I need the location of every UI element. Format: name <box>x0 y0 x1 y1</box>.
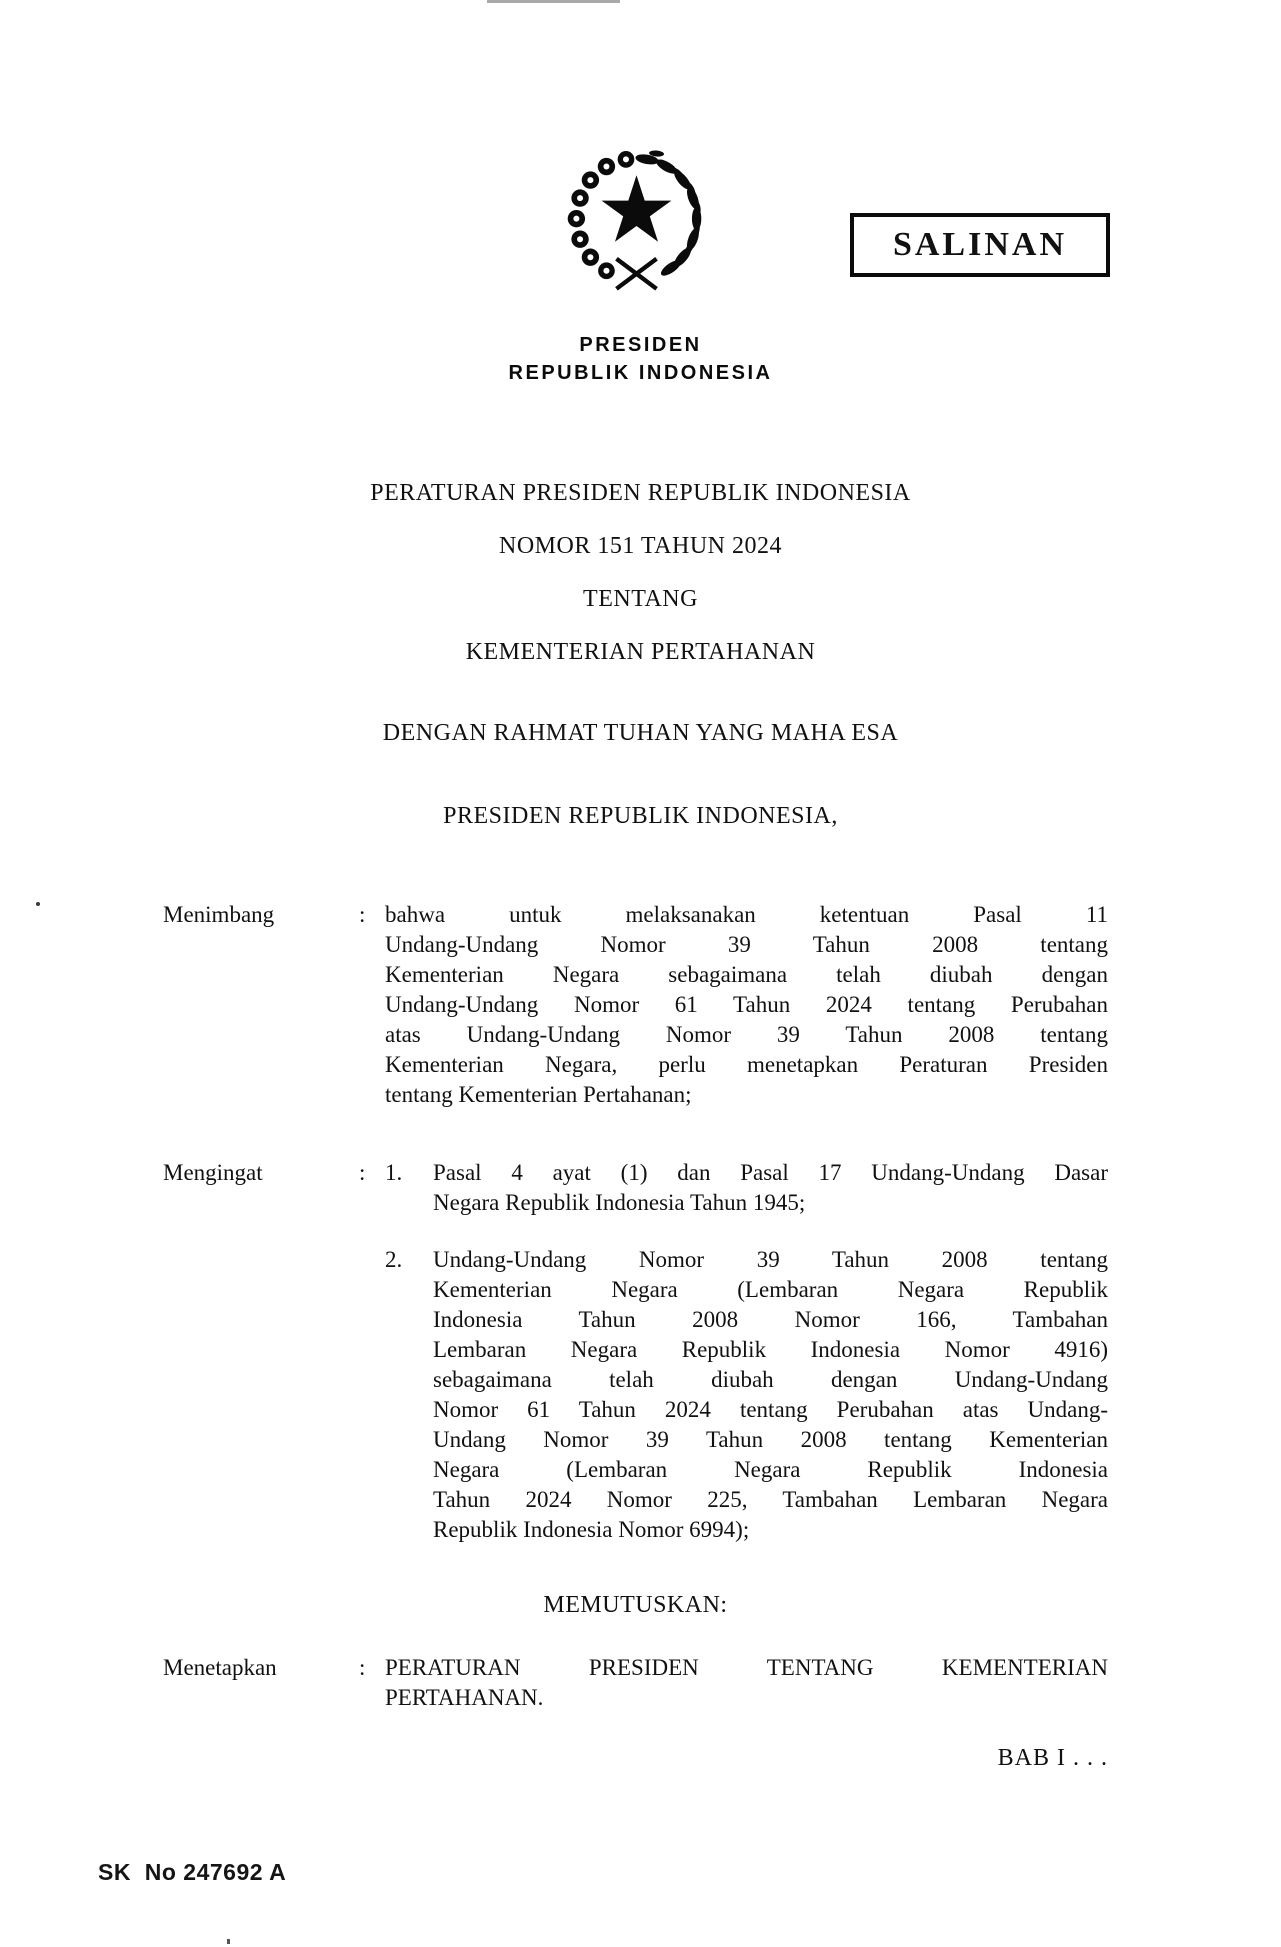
title-line-3: TENTANG <box>583 586 698 612</box>
mengingat-label: Mengingat <box>163 1160 263 1185</box>
list-item-number: 2. <box>385 1247 403 1272</box>
invocation-line: DENGAN RAHMAT TUHAN YANG MAHA ESA <box>382 720 899 746</box>
title-line-1: PERATURAN PRESIDEN REPUBLIK INDONESIA <box>370 480 911 506</box>
paragraph-line: Undang-Undang Nomor 61 Tahun 2024 tentang Perubahan <box>385 992 1108 1017</box>
sk-number: SK No 247692 A <box>98 1859 287 1885</box>
list-item-text <box>433 1158 1108 1218</box>
list-item <box>385 1158 1108 1218</box>
paragraph-line: Kementerian Negara (Lembaran Negara Republik <box>433 1277 1108 1302</box>
paragraph-line: Tahun 2024 Nomor 225, Tambahan Lembaran Negara <box>433 1487 1108 1512</box>
paragraph-line: Indonesia Tahun 2008 Nomor 166, Tambahan <box>433 1307 1108 1332</box>
paragraph-line: Undang-Undang Nomor 39 Tahun 2008 tentang <box>385 932 1108 957</box>
paragraph-line: Kementerian Negara, perlu menetapkan Peraturan Presiden <box>385 1052 1108 1077</box>
menetapkan-paragraph <box>385 1653 1108 1713</box>
paragraph-line: Undang Nomor 39 Tahun 2008 tentang Kementerian <box>433 1427 1108 1452</box>
title-line-4: KEMENTERIAN PERTAHANAN <box>465 639 816 665</box>
list-item <box>385 1245 1108 1545</box>
paragraph-line: PERATURAN PRESIDEN TENTANG KEMENTERIAN <box>385 1655 1108 1680</box>
paragraph-line: Negara (Lembaran Negara Republik Indonesia <box>433 1457 1108 1482</box>
paragraph-line: Nomor 61 Tahun 2024 tentang Perubahan atas Undang- <box>433 1397 1108 1422</box>
paragraph-line: atas Undang-Undang Nomor 39 Tahun 2008 tentang <box>385 1022 1108 1047</box>
authority-line: PRESIDEN REPUBLIK INDONESIA, <box>443 803 838 829</box>
menimbang-paragraph <box>385 900 1108 1110</box>
paragraph-line: bahwa untuk melaksanakan ketentuan Pasal 11 <box>385 902 1108 927</box>
paragraph-line: sebagaimana telah diubah dengan Undang-Undang <box>433 1367 1108 1392</box>
mengingat-colon: : <box>359 1160 366 1185</box>
letterhead <box>0 331 1281 387</box>
scan-artifact-top <box>487 0 620 3</box>
continuation-marker: BAB I . . . <box>997 1745 1108 1771</box>
paragraph-line: Kementerian Negara sebagaimana telah diubah dengan <box>385 962 1108 987</box>
salinan-stamp <box>850 213 1110 277</box>
paragraph-line: tentang Kementerian Pertahanan; <box>385 1082 692 1107</box>
paragraph-line: Undang-Undang Nomor 39 Tahun 2008 tentang <box>433 1247 1108 1272</box>
paragraph-line: Republik Indonesia Nomor 6994); <box>433 1517 750 1542</box>
menetapkan-colon: : <box>359 1655 366 1680</box>
menetapkan-label: Menetapkan <box>163 1655 277 1680</box>
menimbang-label: Menimbang <box>163 902 275 927</box>
letterhead-line1: PRESIDEN <box>579 334 702 356</box>
menetapkan-section <box>163 1653 1108 1713</box>
salinan-label: SALINAN <box>892 226 1068 263</box>
paragraph-line: Lembaran Negara Republik Indonesia Nomor 4916) <box>433 1337 1108 1362</box>
memutuskan-heading: MEMUTUSKAN: <box>543 1592 728 1618</box>
list-item-text <box>433 1245 1108 1545</box>
title-line-2: NOMOR 151 TAHUN 2024 <box>499 533 782 559</box>
paragraph-line: PERTAHANAN. <box>385 1685 544 1710</box>
mengingat-section <box>163 1158 1108 1545</box>
menimbang-colon: : <box>359 902 366 927</box>
mengingat-list <box>385 1158 1108 1545</box>
list-item-number: 1. <box>385 1160 403 1185</box>
scan-artifact-dot <box>227 1939 230 1944</box>
paragraph-line: Negara Republik Indonesia Tahun 1945; <box>433 1190 806 1215</box>
presidential-emblem-icon <box>553 136 720 308</box>
document-title <box>0 467 1281 679</box>
scan-artifact-dot <box>36 902 40 906</box>
menimbang-section <box>163 900 1108 1110</box>
paragraph-line: Pasal 4 ayat (1) dan Pasal 17 Undang-Undang Dasar <box>433 1160 1108 1185</box>
letterhead-line2: REPUBLIK INDONESIA <box>508 362 773 384</box>
